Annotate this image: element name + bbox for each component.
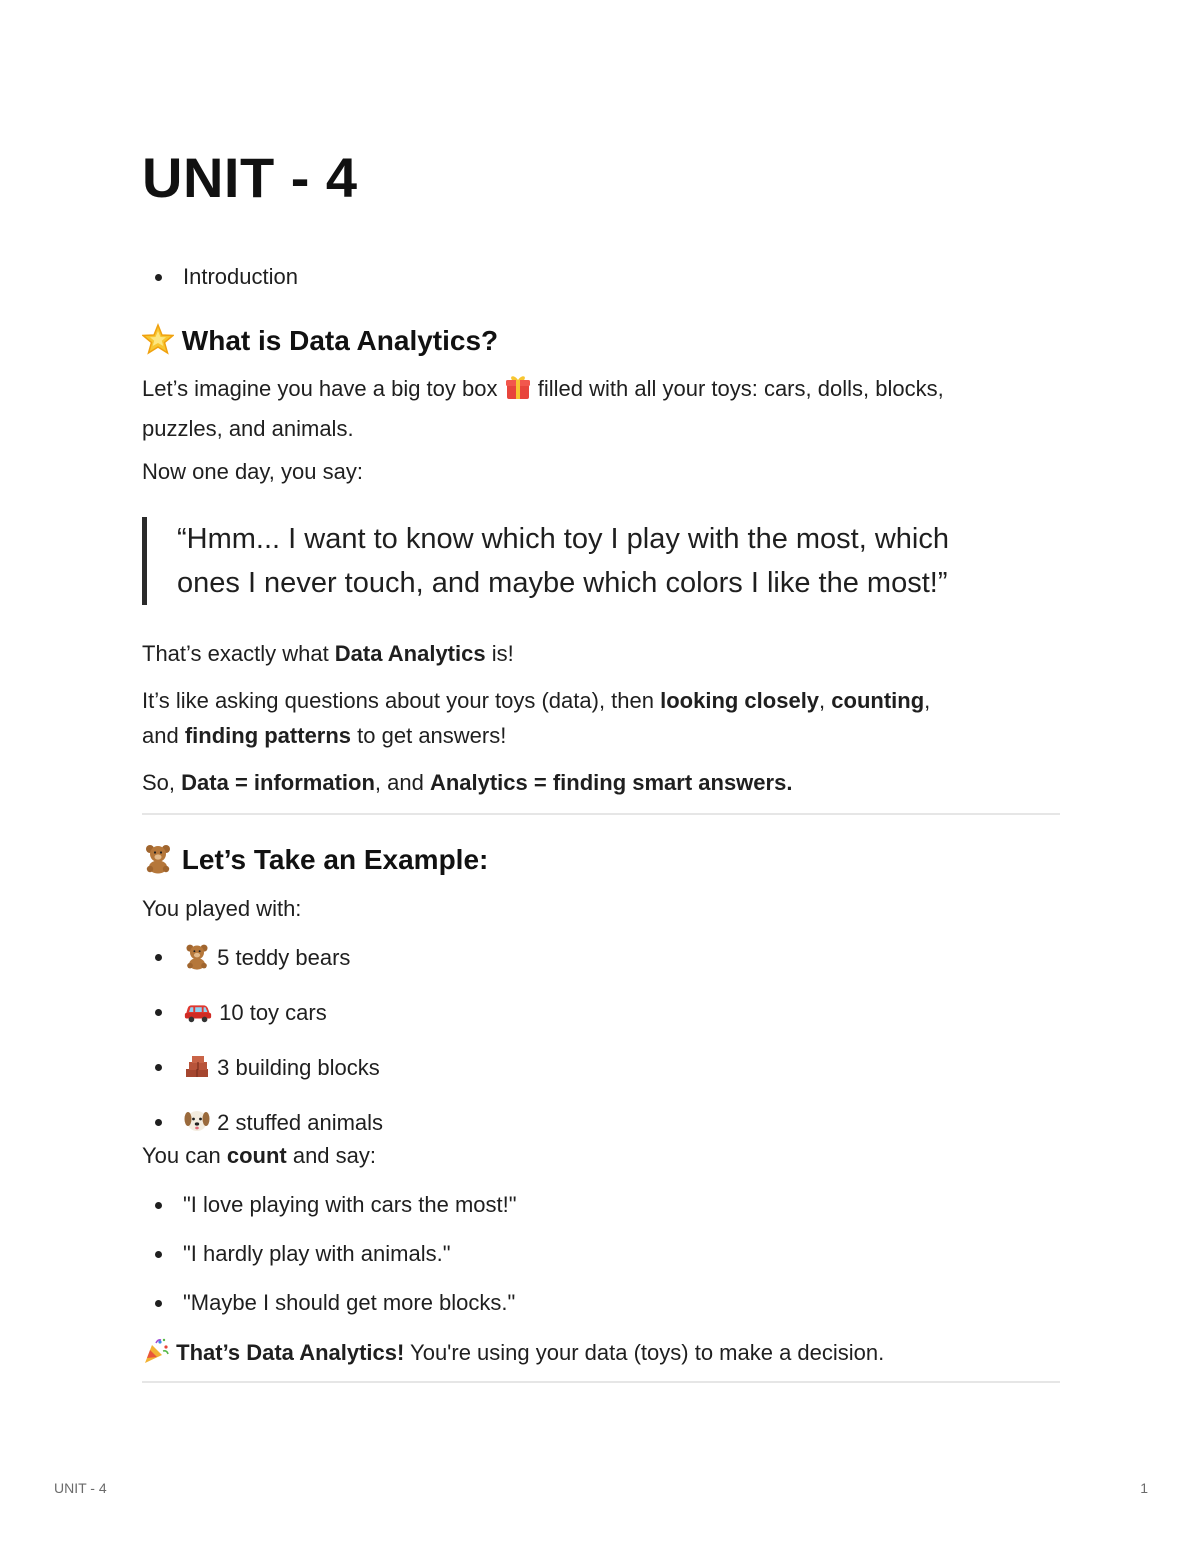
saying-text: "Maybe I should get more blocks."	[183, 1290, 516, 1315]
divider	[142, 813, 1060, 815]
bullet-dot	[155, 274, 162, 281]
bricks-icon	[183, 1052, 211, 1088]
bullet-dot	[155, 1251, 162, 1258]
intro-bullet-text: Introduction	[183, 264, 298, 289]
toy-list	[142, 942, 1060, 1143]
paragraph-text: You're using your data (toys) to make a decision.	[404, 1340, 885, 1365]
list-item	[142, 1052, 1060, 1088]
list-item	[142, 262, 1060, 292]
paragraph-text: That’s exactly what	[142, 641, 335, 666]
paragraph-text: Let’s imagine you have a big toy box	[142, 376, 498, 401]
paragraph-asking-questions	[142, 683, 1060, 753]
paragraph-text: It’s like asking questions about your toys (data), then	[142, 688, 661, 713]
bullet-dot	[155, 1119, 162, 1126]
footer-title: UNIT - 4	[54, 1480, 107, 1496]
car-icon	[183, 997, 213, 1033]
paragraph-text: and say:	[286, 1143, 376, 1168]
bold-text: looking closely	[660, 688, 820, 713]
paragraph-toy-box	[142, 371, 1060, 446]
paragraph-exactly-what	[142, 636, 1060, 671]
star-icon	[142, 323, 174, 364]
paragraph-text: is!	[485, 641, 514, 666]
saying-text: "I love playing with cars the most!"	[183, 1192, 517, 1217]
list-item	[142, 1288, 1060, 1318]
bold-text: finding patterns	[184, 723, 352, 748]
paragraph-text: puzzles, and animals.	[142, 416, 354, 441]
bold-text: Analytics = finding smart answers.	[429, 770, 793, 795]
paragraph-text: to get answers!	[351, 723, 507, 748]
list-item	[142, 997, 1060, 1033]
paragraph-text: and	[142, 723, 185, 748]
paragraph-closing	[142, 1335, 1060, 1375]
bullet-dot	[155, 954, 162, 961]
bullet-dot	[155, 1009, 162, 1016]
saying-text: "I hardly play with animals."	[183, 1241, 451, 1266]
quote-line: ones I never touch, and maybe which colors I like the most!”	[177, 567, 948, 599]
bold-text: That’s Data Analytics!	[176, 1340, 405, 1365]
section-heading-example	[142, 842, 1060, 883]
section-heading-text: Let’s Take an Example:	[181, 844, 489, 875]
page-number: 1	[1140, 1480, 1148, 1496]
page-title: UNIT - 4	[142, 146, 358, 209]
section-heading-data-analytics	[142, 323, 1060, 364]
paragraph-definition	[142, 765, 1060, 800]
toy-label: 3 building blocks	[217, 1055, 380, 1080]
paragraph-you-played-with: You played with:	[142, 896, 302, 921]
paragraph-text: filled with all your toys: cars, dolls, blocks,	[537, 376, 944, 401]
bold-text: Data = information	[181, 770, 375, 795]
paragraph-you-can-count	[142, 1138, 1060, 1173]
list-item	[142, 1190, 1060, 1220]
paragraph-text: , and	[374, 770, 430, 795]
paragraph-text: You can	[142, 1143, 227, 1168]
teddy-bear-icon	[142, 842, 174, 883]
divider	[142, 1381, 1060, 1383]
party-popper-icon	[142, 1337, 170, 1375]
bullet-dot	[155, 1064, 162, 1071]
section-heading-text: What is Data Analytics?	[181, 325, 499, 356]
bold-text: counting	[831, 688, 925, 713]
paragraph-text: ,	[819, 688, 832, 713]
blockquote	[142, 517, 1060, 605]
paragraph-now-one-day: Now one day, you say:	[142, 459, 363, 484]
list-item	[142, 1239, 1060, 1269]
bullet-dot	[155, 1300, 162, 1307]
toy-label: 2 stuffed animals	[217, 1110, 384, 1135]
sayings-list	[142, 1190, 1060, 1318]
bold-text: Data Analytics	[334, 641, 486, 666]
intro-list	[142, 262, 1060, 292]
gift-icon	[504, 373, 532, 411]
teddy-bear-icon	[183, 942, 211, 978]
paragraph-text: ,	[924, 688, 931, 713]
list-item	[142, 942, 1060, 978]
toy-label: 10 toy cars	[219, 1000, 327, 1025]
quote-line: “Hmm... I want to know which toy I play with the most, which	[177, 523, 949, 555]
paragraph-text: So,	[142, 770, 182, 795]
bold-text: count	[226, 1143, 287, 1168]
bullet-dot	[155, 1202, 162, 1209]
toy-label: 5 teddy bears	[217, 945, 351, 970]
